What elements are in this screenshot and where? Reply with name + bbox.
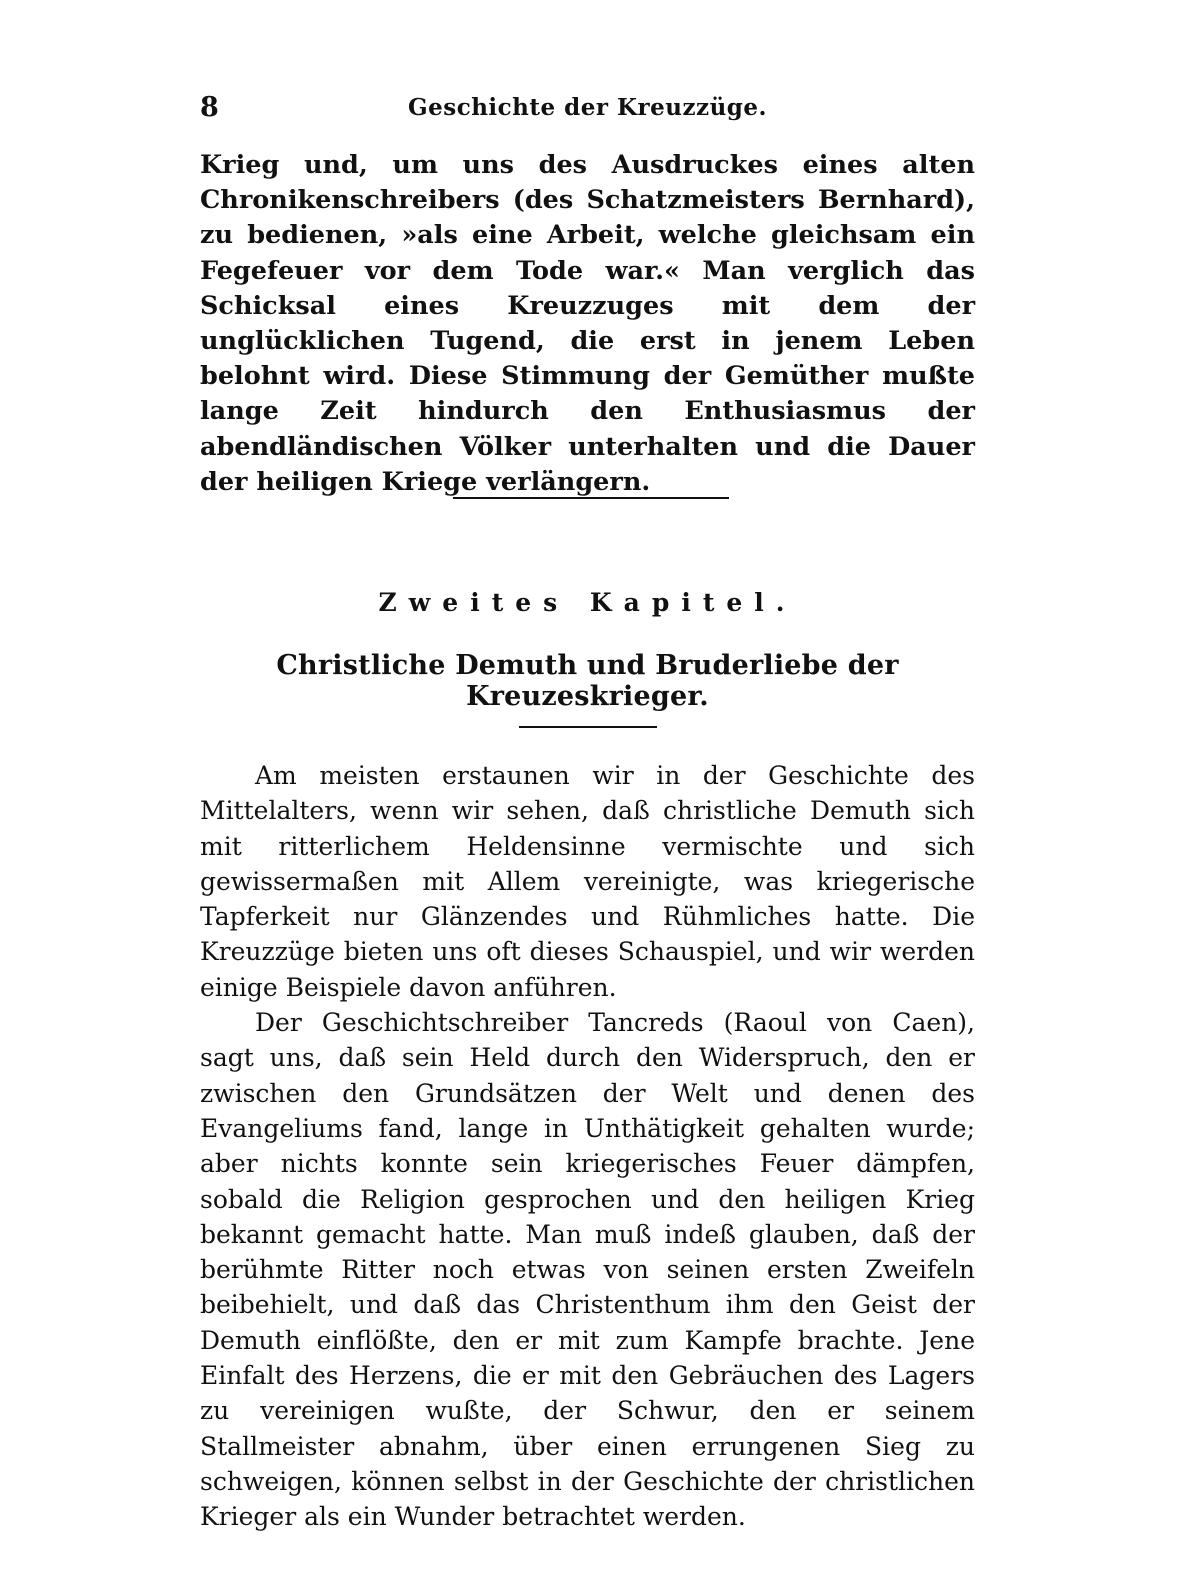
continued-paragraph: Krieg und, um uns des Ausdruckes eines alten Chronikenschreibers (des Schatzmeisters Bernhard), zu bedienen, »als eine Arbeit, welche gleichsam ein Fegefeuer vor dem Tode war.« Man verglich das Schicksal eines Kreuzzuges mit dem der unglücklichen Tugend, die erst in jenem Leben belohnt wird. Diese Stimmung der Gemüther mußte lange Zeit hindurch den Enthusiasmus der abendländischen Völker unterhalten und die Dauer der heiligen Kriege verlängern.	[200, 150, 975, 497]
chapter-title-divider	[519, 726, 657, 728]
page-header	[200, 92, 975, 132]
body-paragraph-2: Der Geschichtschreiber Tancreds (Raoul von Caen), sagt uns, daß sein Held durch den Widerspruch, den er zwischen den Grundsätzen der Welt und denen des Evangeliums fand, lange in Unthätigkeit gehalten wurde; aber nichts konnte sein kriegerisches Feuer dämpfen, sobald die Religion gesprochen und den heiligen Krieg bekannt gemacht hatte. Man muß indeß glauben, daß der berühmte Ritter noch etwas von seinen ersten Zweifeln beibehielt, und daß das Christenthum ihm den Geist der Demuth einflößte, den er mit zum Kampfe brachte. Jene Einfalt des Herzens, die er mit den Gebräuchen des Lagers zu vereinigen wußte, der Schwur, den er seinem Stallmeister abnahm, über einen errungenen Sieg zu schweigen, können selbst in der Geschichte der christlichen Krieger als ein Wunder betrachtet werden.	[200, 1008, 975, 1532]
running-title: Geschichte der Kreuzzüge.	[407, 94, 768, 121]
chapter-title: Christliche Demuth und Bruderliebe der Kreuzeskrieger.	[276, 650, 899, 712]
page-number: 8	[200, 92, 219, 123]
chapter-body	[200, 758, 975, 1535]
body-paragraph-1: Am meisten erstaunen wir in der Geschichte des Mittelalters, wenn wir sehen, daß christliche Demuth sich mit ritterlichem Heldensinne vermischte und sich gewissermaßen mit Allem vereinigte, was kriegerische Tapferkeit nur Glänzendes und Rühmliches hatte. Die Kreuzzüge bieten uns oft dieses Schauspiel, und wir werden einige Beispiele davon anführen.	[200, 761, 975, 1002]
chapter-label: Zweites Kapitel.	[378, 588, 797, 617]
section-divider	[453, 497, 729, 499]
